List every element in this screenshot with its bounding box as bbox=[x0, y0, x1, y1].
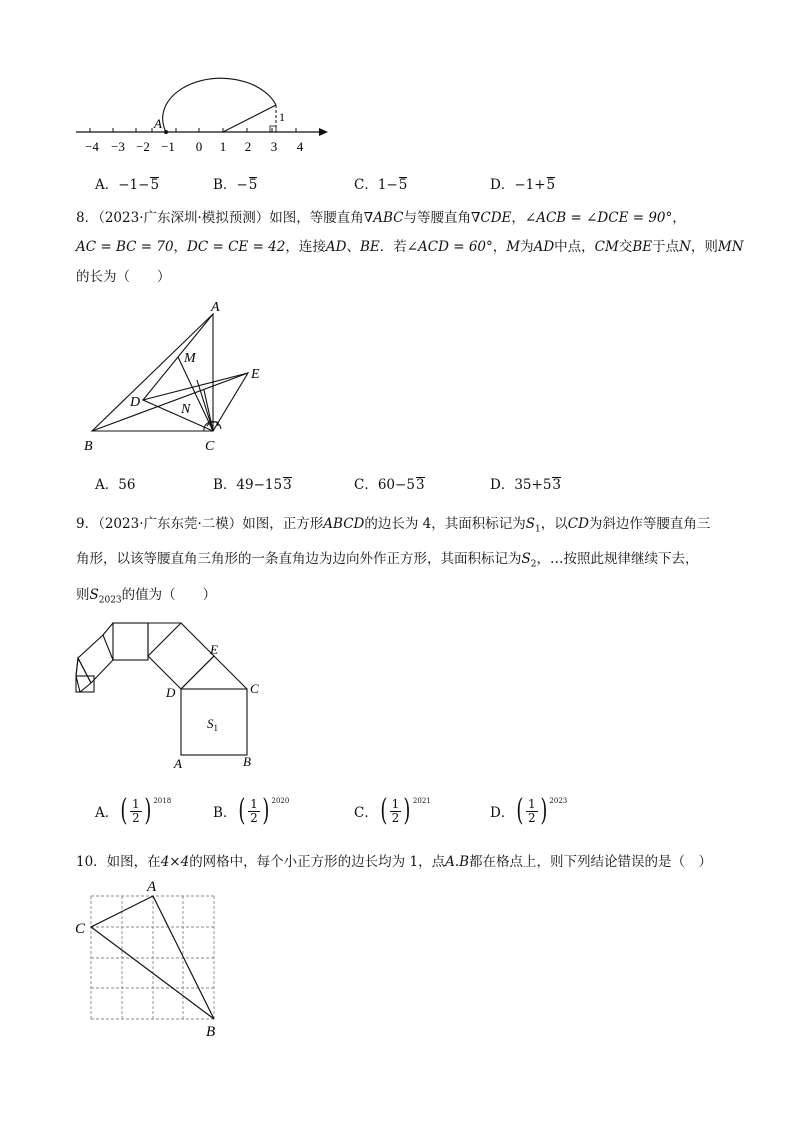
q7-option-c[interactable]: C．1−5 bbox=[354, 177, 408, 193]
label-c: C bbox=[250, 681, 259, 696]
q8-triangle-figure bbox=[80, 298, 280, 458]
q9-option-b[interactable]: B． ( 1 2 ) 2020 bbox=[213, 793, 290, 828]
tick-label: 1 bbox=[219, 139, 227, 154]
q10-grid-figure bbox=[70, 876, 240, 1041]
q8-stem-line3: 的长为（ ） bbox=[76, 269, 171, 285]
q9-stem-line1: 9．（2023·广东东莞·二模）如图，正方形ABCD的边长为 4，其面积标记为$S_1$，以CD为斜边作等腰直角三 bbox=[76, 516, 711, 535]
tick-label: 3 bbox=[270, 139, 278, 154]
q8-option-d[interactable]: D．35+53 bbox=[490, 477, 562, 493]
label-e: E bbox=[210, 642, 218, 657]
label-n: N bbox=[181, 402, 191, 417]
label-a: A bbox=[211, 300, 220, 315]
height-label: 1 bbox=[279, 110, 285, 124]
label-c: C bbox=[75, 921, 86, 937]
label-s1: $S_1$ bbox=[207, 716, 218, 733]
q7-number-line-figure bbox=[70, 95, 340, 165]
label-d: D bbox=[130, 395, 141, 410]
q8-option-a[interactable]: A．56 bbox=[95, 477, 136, 493]
q9-stem-line3: 则$S_{2023}$的值为（ ） bbox=[76, 587, 217, 606]
q7-option-b[interactable]: B．−5 bbox=[213, 177, 258, 193]
q8-stem-line2: AC = BC = 70，DC = CE = 42，连接AD、BE．若∠ACD = 60°，M为AD中点，CM交BE于点N，则MN bbox=[76, 239, 744, 255]
q9-option-c[interactable]: C． ( 1 2 ) 2021 bbox=[354, 793, 431, 828]
tick-label: −1 bbox=[161, 139, 175, 154]
tick-label: −4 bbox=[85, 139, 99, 154]
q9-stem-line2: 角形，以该等腰直角三角形的一条直角边为边向外作正方形，其面积标记为$S_2$，…按照此规律继续下去， bbox=[76, 551, 699, 570]
q8-option-c[interactable]: C．60−53 bbox=[354, 477, 425, 493]
q7-option-d[interactable]: D．−1+5 bbox=[490, 177, 556, 193]
q10-stem-line1: 10．如图，在4×4的网格中，每个小正方形的边长均为 1，点A.B都在格点上，则下列结论错误的是（ ） bbox=[76, 854, 713, 870]
label-b: B bbox=[243, 754, 251, 769]
label-a: A bbox=[174, 756, 182, 771]
label-c: C bbox=[205, 439, 215, 454]
q8-option-b[interactable]: B．49−153 bbox=[213, 477, 292, 493]
label-b: B bbox=[84, 439, 93, 454]
point-a-label: A bbox=[154, 116, 162, 131]
q7-option-a[interactable]: A．−1−5 bbox=[95, 177, 160, 193]
q9-option-d[interactable]: D． ( 1 2 ) 2023 bbox=[490, 793, 568, 828]
label-b: B bbox=[206, 1024, 216, 1040]
tick-label: −3 bbox=[111, 139, 125, 154]
label-e: E bbox=[251, 367, 260, 382]
tick-label: 2 bbox=[244, 139, 252, 154]
q9-squares-figure bbox=[70, 618, 280, 778]
tick-label: 4 bbox=[296, 139, 304, 154]
q9-option-a[interactable]: A． ( 1 2 ) 2018 bbox=[95, 793, 172, 828]
tick-label: −2 bbox=[136, 139, 150, 154]
label-a: A bbox=[147, 879, 157, 895]
tick-label: 0 bbox=[195, 139, 203, 154]
label-d: D bbox=[166, 685, 176, 700]
q8-stem-line1: 8．（2023·广东深圳·模拟预测）如图，等腰直角∇ABC与等腰直角∇CDE，∠ACB = ∠DCE = 90°， bbox=[76, 210, 686, 226]
label-m: M bbox=[184, 351, 196, 366]
